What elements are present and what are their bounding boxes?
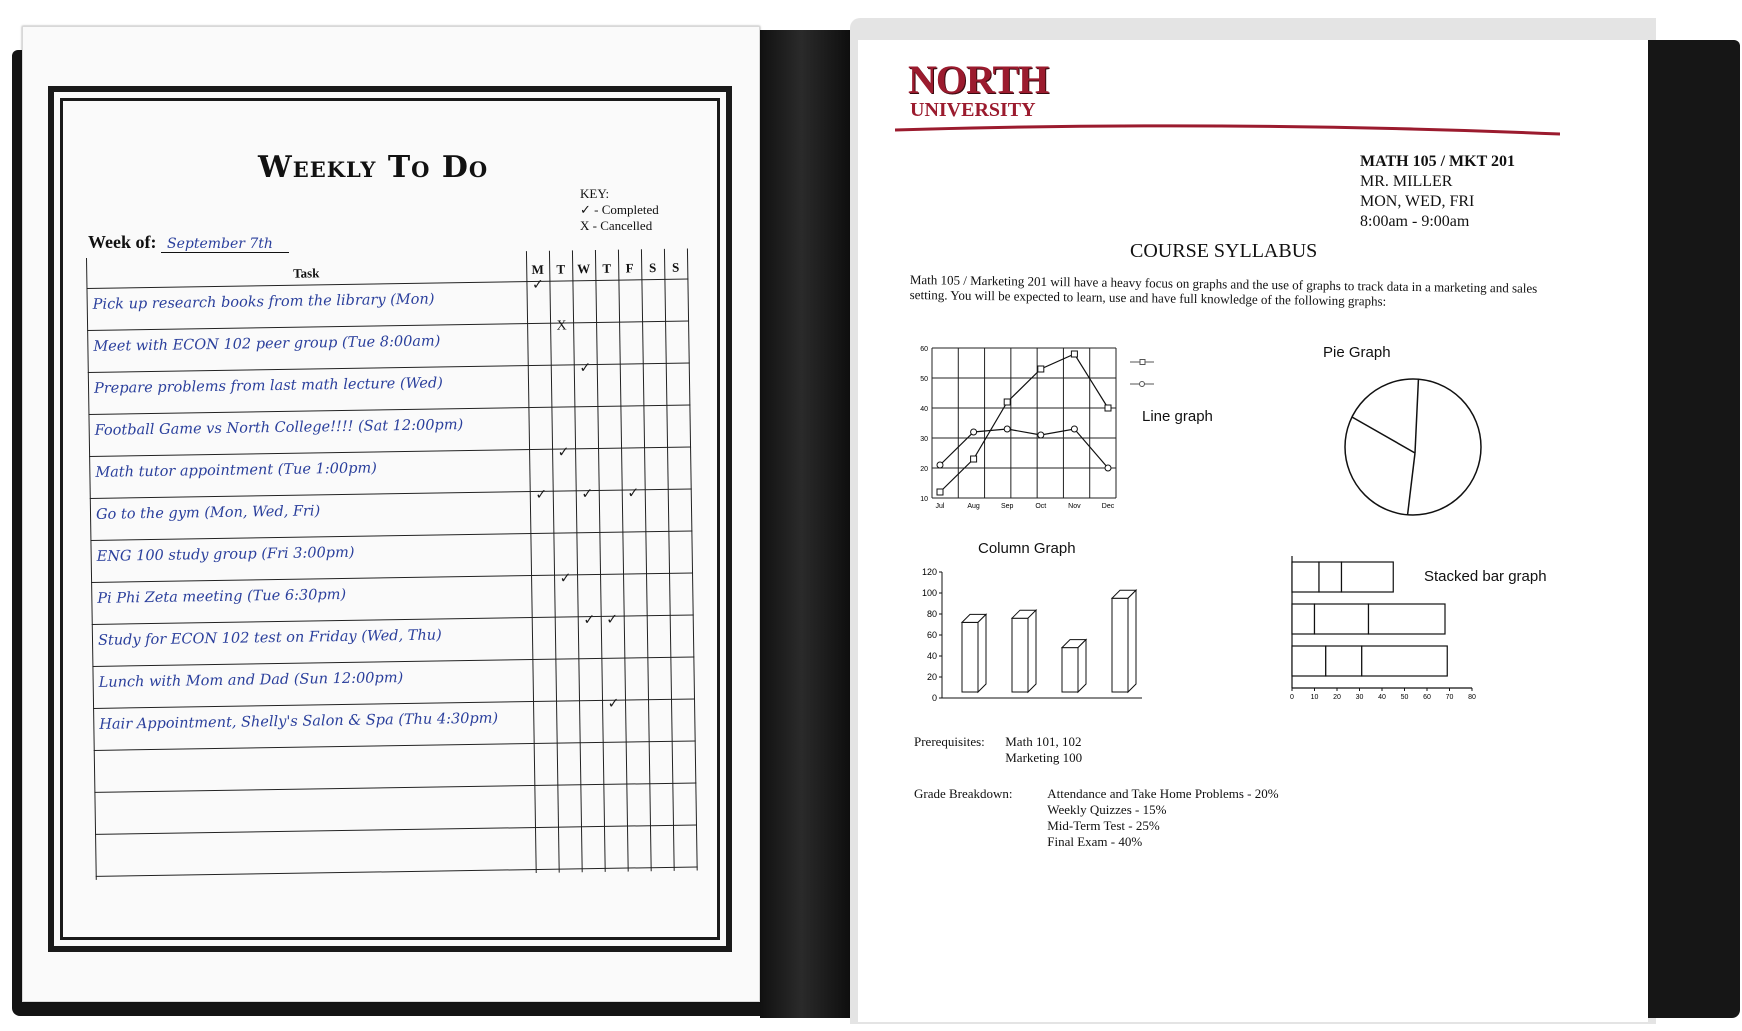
prerequisites-list (1005, 734, 1082, 766)
line-graph-ytick: 20 (920, 466, 928, 473)
column-graph-ytick: 20 (926, 672, 937, 682)
stacked-graph-segment (1319, 562, 1342, 592)
stacked-graph-segment (1292, 646, 1326, 676)
row-divider (95, 824, 697, 834)
completed-mark[interactable]: ✓ (607, 696, 620, 712)
line-graph-ytick: 30 (920, 436, 928, 443)
stacked-graph-segment (1342, 562, 1394, 592)
stacked-graph-xtick: 70 (1445, 694, 1454, 701)
line-graph-ytick: 10 (920, 496, 928, 503)
column-graph-bar-side (1078, 640, 1086, 692)
column-graph-bar (1112, 598, 1128, 692)
stacked-graph-segment (1326, 646, 1362, 676)
day-header: T (556, 261, 566, 277)
todo-table (86, 249, 698, 880)
column-graph-ytick: 60 (926, 630, 937, 640)
key-cancelled: X - Cancelled (580, 218, 653, 233)
course-code: MATH 105 / MKT 201 (1360, 153, 1515, 170)
week-of-label: Week of: (88, 232, 157, 252)
grade-breakdown (914, 786, 1279, 850)
line-graph-ytick: 40 (920, 406, 928, 413)
completed-mark[interactable]: ✓ (583, 613, 596, 629)
stacked-graph-segment (1362, 646, 1448, 676)
stacked-graph-segment (1315, 604, 1369, 634)
stacked-graph-xtick: 10 (1310, 694, 1319, 701)
todo-key (580, 186, 659, 234)
task-text[interactable]: Pick up research books from the library (Mon) (92, 291, 435, 313)
grade-item: Weekly Quizzes - 15% (1047, 802, 1167, 817)
completed-mark[interactable]: ✓ (579, 361, 592, 377)
column-graph-title: Column Graph (978, 540, 1076, 557)
column-graph (908, 562, 1148, 712)
line-graph (908, 336, 1168, 516)
line-graph-xtick: Aug (967, 503, 980, 510)
column-divider (526, 251, 537, 873)
line-graph-series (940, 354, 1108, 492)
pie-graph (1338, 372, 1488, 522)
column-divider (641, 249, 652, 871)
completed-mark[interactable]: ✓ (531, 277, 544, 293)
row-divider (94, 782, 696, 792)
grade-breakdown-label: Grade Breakdown: (914, 786, 1013, 801)
stacked-graph-xtick: 40 (1378, 694, 1386, 701)
day-header: M (531, 261, 544, 278)
grade-item: Final Exam - 40% (1047, 834, 1143, 849)
task-text[interactable]: Hair Appointment, Shelly's Salon & Spa (Thu 4:30pm) (99, 710, 499, 733)
column-divider (572, 250, 583, 872)
logo-university: UNIVERSITY (910, 99, 1036, 121)
column-graph-ytick: 0 (931, 693, 937, 703)
line-graph-point (1038, 366, 1044, 372)
column-divider (664, 249, 675, 871)
logo-north: NORTH (908, 57, 1049, 102)
stacked-graph-xtick: 80 (1468, 694, 1476, 701)
course-time: 8:00am - 9:00am (1360, 213, 1470, 230)
column-graph-bar-side (978, 614, 986, 692)
column-graph-bar (962, 622, 978, 692)
stacked-graph-xtick: 0 (1290, 694, 1294, 701)
stacked-bar-graph-title: Stacked bar graph (1424, 568, 1547, 585)
stacked-graph-xtick: 20 (1333, 694, 1341, 701)
line-graph-point (1038, 432, 1044, 438)
day-header: S (648, 260, 657, 276)
task-text[interactable]: Prepare problems from last math lecture (Wed) (93, 375, 443, 397)
task-text[interactable]: Lunch with Mom and Dad (Sun 12:00pm) (98, 670, 404, 691)
grade-breakdown-list (1047, 786, 1278, 850)
cancelled-mark[interactable]: X (556, 318, 567, 334)
binder-cover-right (1648, 40, 1740, 1018)
logo-rule (895, 112, 1560, 152)
task-text[interactable]: Math tutor appointment (Tue 1:00pm) (95, 460, 377, 481)
column-graph-ytick: 120 (921, 567, 937, 577)
binder-spine (760, 30, 852, 1018)
prerequisite-item: Marketing 100 (1005, 750, 1083, 765)
prerequisites (914, 734, 1082, 766)
week-of-value[interactable]: September 7th (161, 236, 289, 253)
completed-mark[interactable]: ✓ (557, 445, 570, 461)
completed-mark[interactable]: ✓ (606, 612, 619, 628)
task-text[interactable]: Football Game vs North College!!!! (Sat 12:00pm) (94, 417, 464, 439)
syllabus-intro: Math 105 / Marketing 201 will have a heavy focus on graphs and the use of graphs to track data in a marketing and sales setting. You will be expected to learn, use and have full knowledge of the following graphs: (909, 272, 1538, 309)
day-header: T (602, 260, 612, 276)
stacked-graph-xtick: 60 (1423, 694, 1431, 701)
line-graph-point (971, 429, 977, 435)
column-graph-bar (1062, 648, 1078, 692)
university-logo (908, 57, 1049, 121)
column-divider (595, 250, 606, 872)
line-graph-series (940, 429, 1108, 468)
key-completed: ✓ - Completed (580, 202, 659, 217)
key-label: KEY: (580, 186, 610, 201)
line-graph-title: Line graph (1142, 408, 1213, 425)
column-graph-bar-side (1128, 590, 1136, 692)
task-text[interactable]: Study for ECON 102 test on Friday (Wed, Thu) (97, 627, 442, 649)
day-header: S (671, 259, 680, 275)
column-divider (618, 250, 629, 872)
pie-outline (1345, 379, 1481, 515)
completed-mark[interactable]: ✓ (627, 486, 640, 502)
line-graph-point (937, 489, 943, 495)
course-days: MON, WED, FRI (1360, 193, 1475, 210)
task-text[interactable] (100, 780, 101, 822)
right-page (858, 40, 1648, 1022)
line-graph-xtick: Nov (1068, 503, 1081, 510)
stacked-graph-xtick: 50 (1400, 694, 1409, 701)
line-graph-point (1105, 405, 1111, 411)
line-graph-point (937, 462, 943, 468)
line-graph-xtick: Jul (935, 503, 945, 510)
week-of-row (88, 232, 289, 253)
grade-item: Mid-Term Test - 25% (1047, 818, 1160, 833)
task-text[interactable] (101, 822, 102, 864)
line-graph-point (1004, 399, 1010, 405)
day-header: W (577, 261, 591, 277)
grade-item: Attendance and Take Home Problems - 20% (1047, 786, 1279, 801)
line-graph-xtick: Oct (1035, 503, 1047, 510)
line-graph-point (1105, 465, 1111, 471)
column-graph-bar (1012, 618, 1028, 692)
line-graph-ytick: 60 (920, 346, 928, 353)
line-graph-xtick: Dec (1101, 503, 1115, 510)
column-graph-ytick: 40 (926, 651, 937, 661)
pie-graph-title: Pie Graph (1323, 344, 1391, 361)
task-text[interactable]: Go to the gym (Mon, Wed, Fri) (95, 503, 321, 523)
day-header: F (625, 260, 634, 276)
course-info (1360, 152, 1515, 232)
completed-mark[interactable]: ✓ (559, 571, 572, 587)
task-text[interactable]: Pi Phi Zeta meeting (Tue 6:30pm) (97, 586, 347, 607)
completed-mark[interactable]: ✓ (581, 487, 594, 503)
stacked-graph-segment (1292, 604, 1315, 634)
line-graph-xtick: Sep (1000, 503, 1014, 510)
stacked-graph-segment (1369, 604, 1446, 634)
column-graph-ytick: 100 (921, 588, 937, 598)
syllabus-title: COURSE SYLLABUS (1130, 240, 1318, 262)
stacked-graph-xtick: 30 (1355, 694, 1364, 701)
column-graph-bar-side (1028, 610, 1036, 692)
prerequisites-label: Prerequisites: (914, 734, 985, 749)
line-graph-ytick: 50 (920, 376, 928, 383)
completed-mark[interactable]: ✓ (535, 487, 548, 503)
prerequisite-item: Math 101, 102 (1005, 734, 1082, 749)
column-divider (549, 251, 560, 873)
line-graph-legend-mark (1140, 360, 1145, 365)
task-column-header: Task (293, 265, 320, 281)
task-text[interactable]: Meet with ECON 102 peer group (Tue 8:00am) (93, 333, 441, 355)
line-graph-point (1071, 426, 1077, 432)
task-text[interactable]: ENG 100 study group (Fri 3:00pm) (96, 544, 355, 565)
column-graph-ytick: 80 (926, 609, 937, 619)
row-divider (94, 740, 696, 750)
line-graph-point (1071, 351, 1077, 357)
todo-title: Weekly To Do (258, 150, 489, 185)
line-graph-point (971, 456, 977, 462)
stacked-graph-segment (1292, 562, 1319, 592)
line-graph-legend-mark (1140, 382, 1145, 387)
task-text[interactable] (100, 738, 101, 780)
instructor: MR. MILLER (1360, 173, 1453, 190)
line-graph-point (1004, 426, 1010, 432)
